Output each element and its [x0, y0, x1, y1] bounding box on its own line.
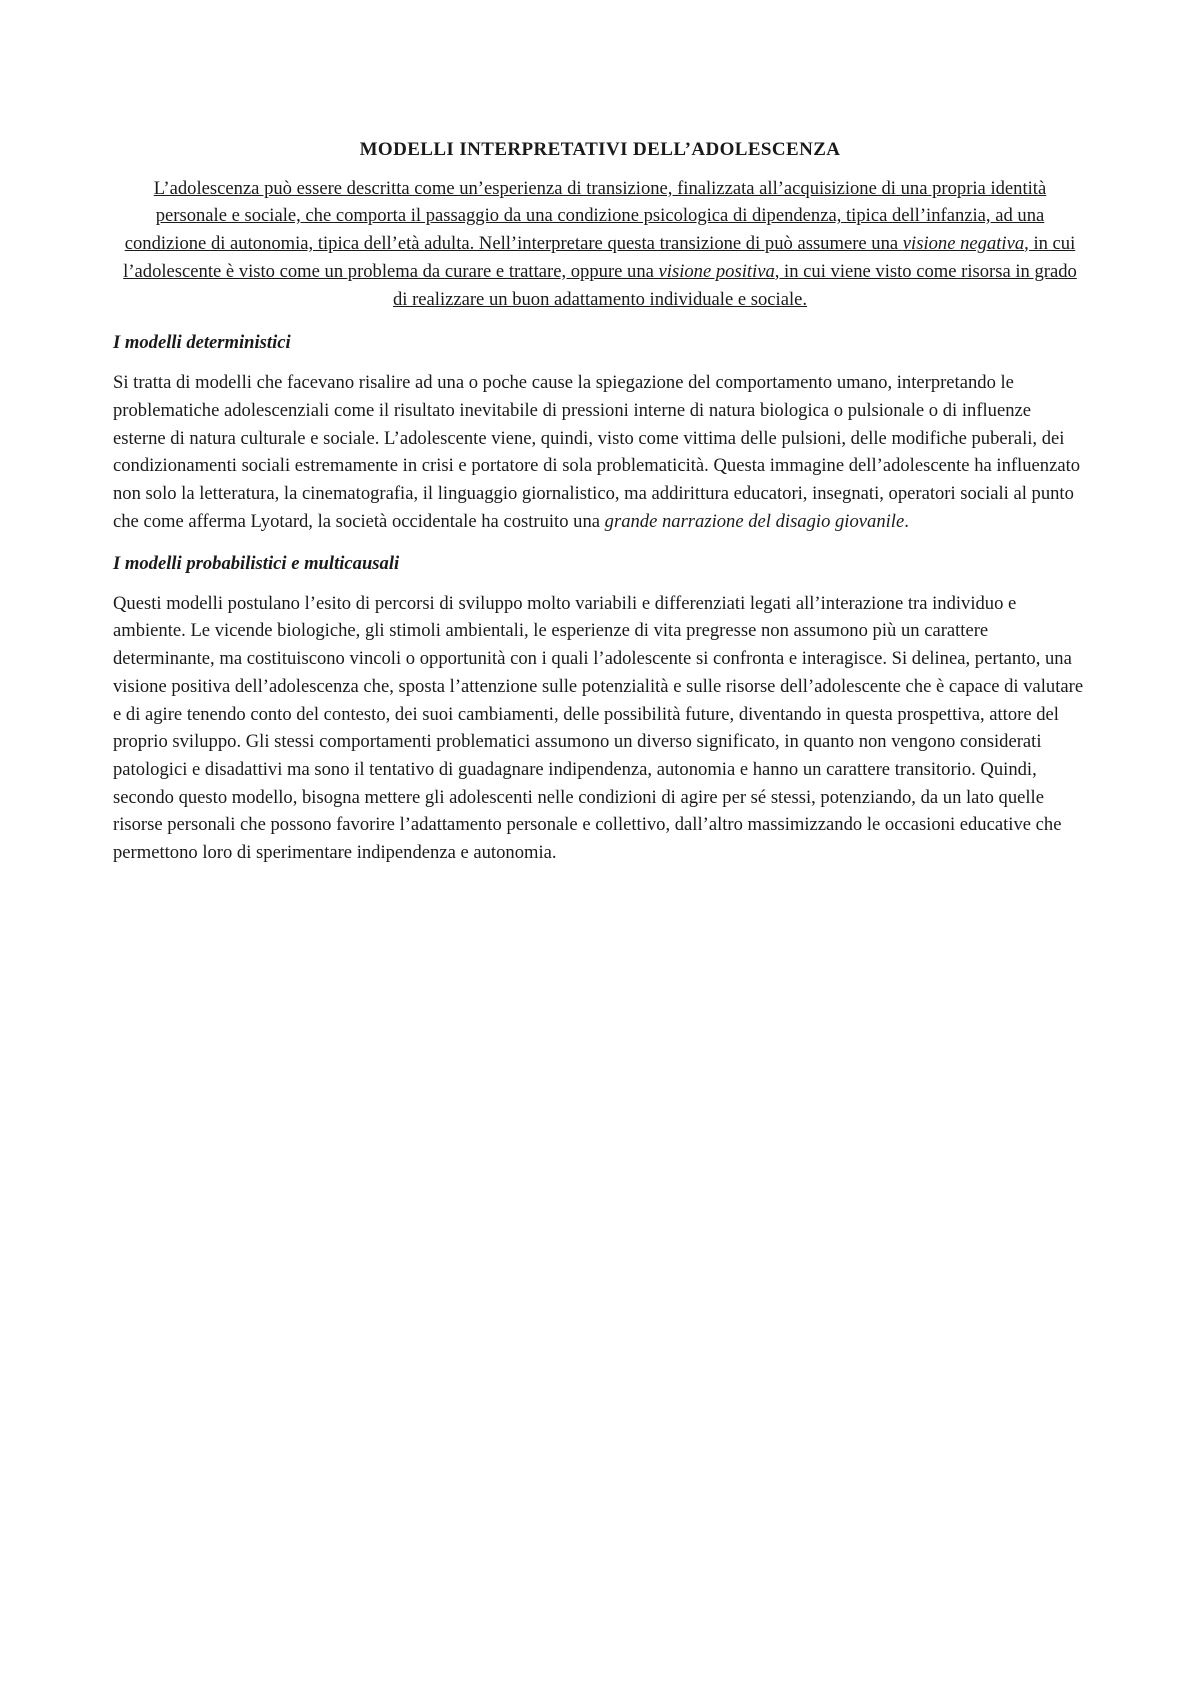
intro-paragraph — [113, 175, 1087, 314]
intro-text-3: , in cui viene visto come risorsa in grado di realizzare un buon adattamento individuale e sociale. — [392, 260, 1077, 310]
deterministic-text: Si tratta di modelli che facevano risalire ad una o poche cause la spiegazione del comportamento umano, interpretando le problematiche adolescenziali come il risultato inevitabile di pressioni interne di natura biologica o pulsionale o di influenze esterne di natura culturale e sociale. L’adolescente viene, quindi, visto come vittima delle pulsioni, delle modifiche puberali, dei condizionamenti sociali estremamente in crisi e portatore di sola problematicità. Questa immagine dell’adolescente ha influenzato non solo la letteratura, la cinematografia, il linguaggio giornalistico, ma addirittura educatori, insegnati, operatori sociali al punto che come afferma Lyotard, la società occidentale ha costruito una — [113, 372, 1081, 532]
document-title: MODELLI INTERPRETATIVI DELL’ADOLESCENZA — [359, 139, 841, 160]
section-body-probabilistic — [113, 590, 1087, 867]
section-heading-probabilistic: I modelli probabilistici e multicausali — [113, 552, 400, 574]
intro-emphasis-negative: visione negativa — [902, 233, 1025, 255]
deterministic-emphasis: grande narrazione del disagio giovanile — [604, 510, 905, 532]
intro-emphasis-positive: visione positiva — [658, 260, 775, 282]
intro-text-2: , in cui l’adolescente è visto come un problema da curare e trattare, oppure una — [123, 233, 1076, 282]
document-page — [113, 138, 1087, 883]
section-heading-deterministic: I modelli deterministici — [113, 332, 291, 354]
deterministic-end: . — [904, 510, 909, 532]
intro-text-1: L’adolescenza può essere descritta come un’esperienza di transizione, finalizzata all’acquisizione di una propria identità personale e sociale, che comporta il passaggio da una condizione psicologica di dipendenza, tipica dell’infanzia, ad una condizione di autonomia, tipica dell’età adulta. Nell’interpretare questa transizione di può assumere una — [124, 177, 1047, 255]
probabilistic-text: Questi modelli postulano l’esito di percorsi di sviluppo molto variabili e differenziati legati all’interazione tra individuo e ambiente. Le vicende biologiche, gli stimoli ambientali, le esperienze di vita pregresse non assumono più un carattere determinante, ma costituiscono vincoli o opportunità con i quali l’adolescente si confronta e interagisce. Si delinea, pertanto, una visione positiva dell’adolescenza che, sposta l’attenzione sulle potenzialità e sulle risorse dell’adolescente che è capace di valutare e di agire tenendo conto del contesto, dei suoi cambiamenti, delle possibilità future, diventando in questa prospettiva, attore del proprio sviluppo. Gli stessi comportamenti problematici assumono un diverso significato, in quanto non vengono considerati patologici e disadattivi ma sono il tentativo di guadagnare indipendenza, autonomia e hanno un carattere transitorio. Quindi, secondo questo modello, bisogna mettere gli adolescenti nelle condizioni di agire per sé stessi, potenziando, da un lato quelle risorse personali che possono favorire l’adattamento personale e collettivo, dall’altro massimizzando le occasioni educative che permettono loro di sperimentare indipendenza e autonomia. — [113, 592, 1084, 864]
section-body-deterministic — [113, 369, 1087, 535]
